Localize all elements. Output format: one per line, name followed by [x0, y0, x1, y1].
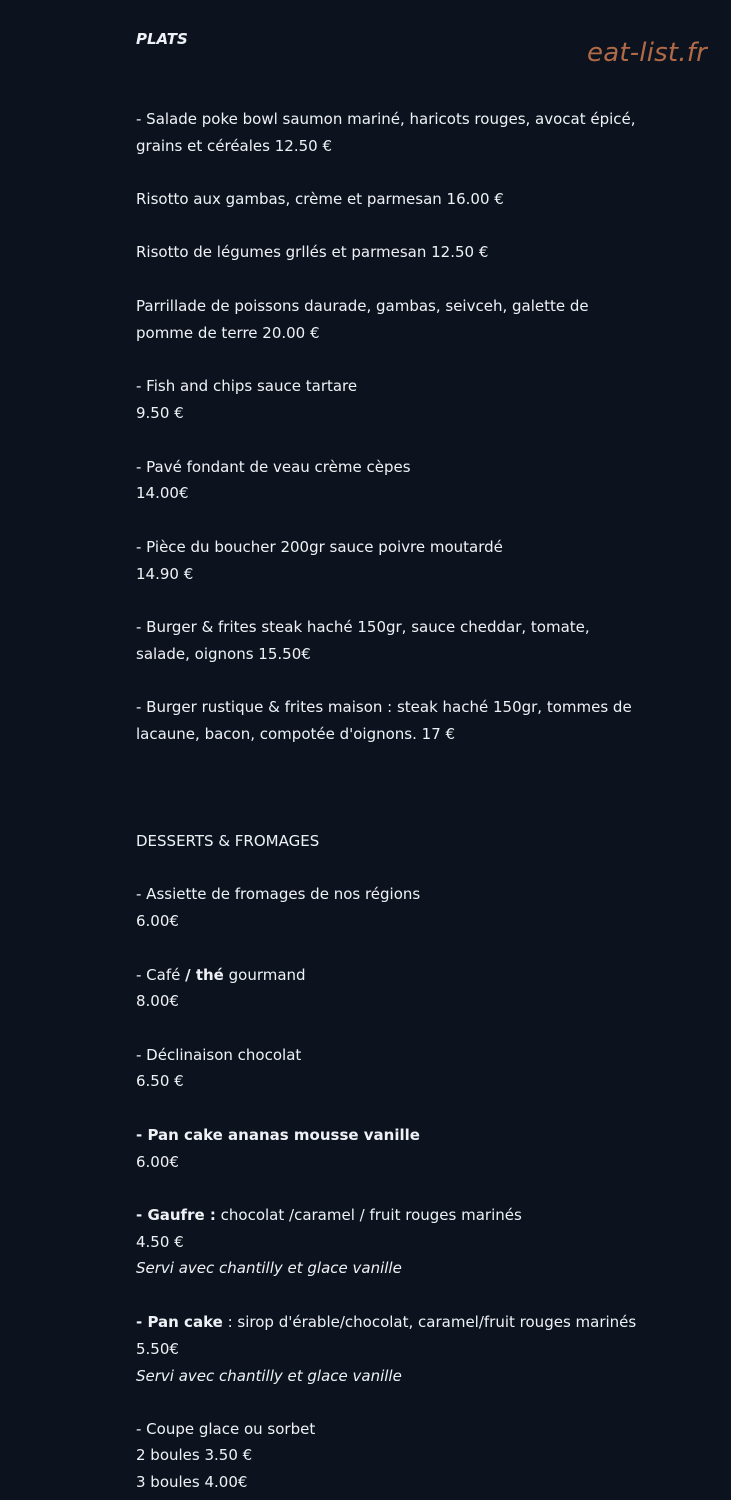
menu-item-line: - Coupe glace ou sorbet [136, 1420, 316, 1438]
menu-item-price: 9.50 € [136, 404, 184, 422]
menu-item-line: - Salade poke bowl saumon mariné, haricots rouges, avocat épicé, [136, 110, 636, 128]
menu-item-line: - Pièce du boucher 200gr sauce poivre moutardé [136, 538, 503, 556]
menu-item-line: Risotto de légumes grllés et parmesan 12.50 € [136, 243, 489, 261]
menu-item-line [136, 1206, 522, 1224]
menu-item-text-bold: / thé [185, 966, 224, 984]
menu-item-line: - Burger & frites steak haché 150gr, sauce cheddar, tomate, [136, 618, 590, 636]
menu-item-line: - Déclinaison chocolat [136, 1046, 302, 1064]
menu-item-price: 8.00€ [136, 992, 179, 1010]
desserts-heading: DESSERTS & FROMAGES [136, 832, 320, 850]
menu-item-line [136, 966, 306, 984]
menu-item-line: - Pavé fondant de veau crème cèpes [136, 458, 411, 476]
menu-item-price: 14.00€ [136, 484, 189, 502]
menu-item-line: lacaune, bacon, compotée d'oignons. 17 € [136, 725, 456, 743]
menu-item-line: - Assiette de fromages de nos régions [136, 885, 421, 903]
menu-item-line: - Pan cake ananas mousse vanille [136, 1126, 420, 1144]
menu-item-price: 4.50 € [136, 1233, 184, 1251]
menu-item-line [136, 1313, 636, 1331]
plats-heading: PLATS [136, 30, 188, 48]
watermark-logo: eat-list.fr [587, 38, 707, 68]
menu-item-text: chocolat /caramel / fruit rouges marinés [215, 1206, 522, 1224]
menu-item-note: Servi avec chantilly et glace vanille [136, 1367, 402, 1385]
menu-item-note: Servi avec chantilly et glace vanille [136, 1259, 402, 1277]
menu-item-line: Parrillade de poissons daurade, gambas, seivceh, galette de [136, 297, 589, 315]
menu-item-price: 6.00€ [136, 1153, 179, 1171]
menu-item-line: - Fish and chips sauce tartare [136, 377, 358, 395]
menu-item-price: 2 boules 3.50 € [136, 1446, 253, 1464]
menu-item-price: 6.50 € [136, 1072, 184, 1090]
menu-item-price: 5.50€ [136, 1340, 179, 1358]
menu-item-price: 3 boules 4.00€ [136, 1473, 248, 1491]
menu-item-text-bold: - Pan cake [136, 1313, 223, 1331]
menu-item-text: : sirop d'érable/chocolat, caramel/fruit rouges marinés [222, 1313, 637, 1331]
menu-item-line: - Burger rustique & frites maison : steak haché 150gr, tommes de [136, 698, 632, 716]
menu-item-line: salade, oignons 15.50€ [136, 645, 311, 663]
menu-item-text: - Café [136, 966, 186, 984]
menu-item-text-bold: - Gaufre : [136, 1206, 216, 1224]
menu-item-price: 14.90 € [136, 565, 194, 583]
menu-item-text: gourmand [223, 966, 306, 984]
menu-item-price: 6.00€ [136, 912, 179, 930]
menu-item-line: grains et céréales 12.50 € [136, 137, 332, 155]
menu-item-line: pomme de terre 20.00 € [136, 324, 320, 342]
menu-item-line: Risotto aux gambas, crème et parmesan 16.00 € [136, 190, 504, 208]
